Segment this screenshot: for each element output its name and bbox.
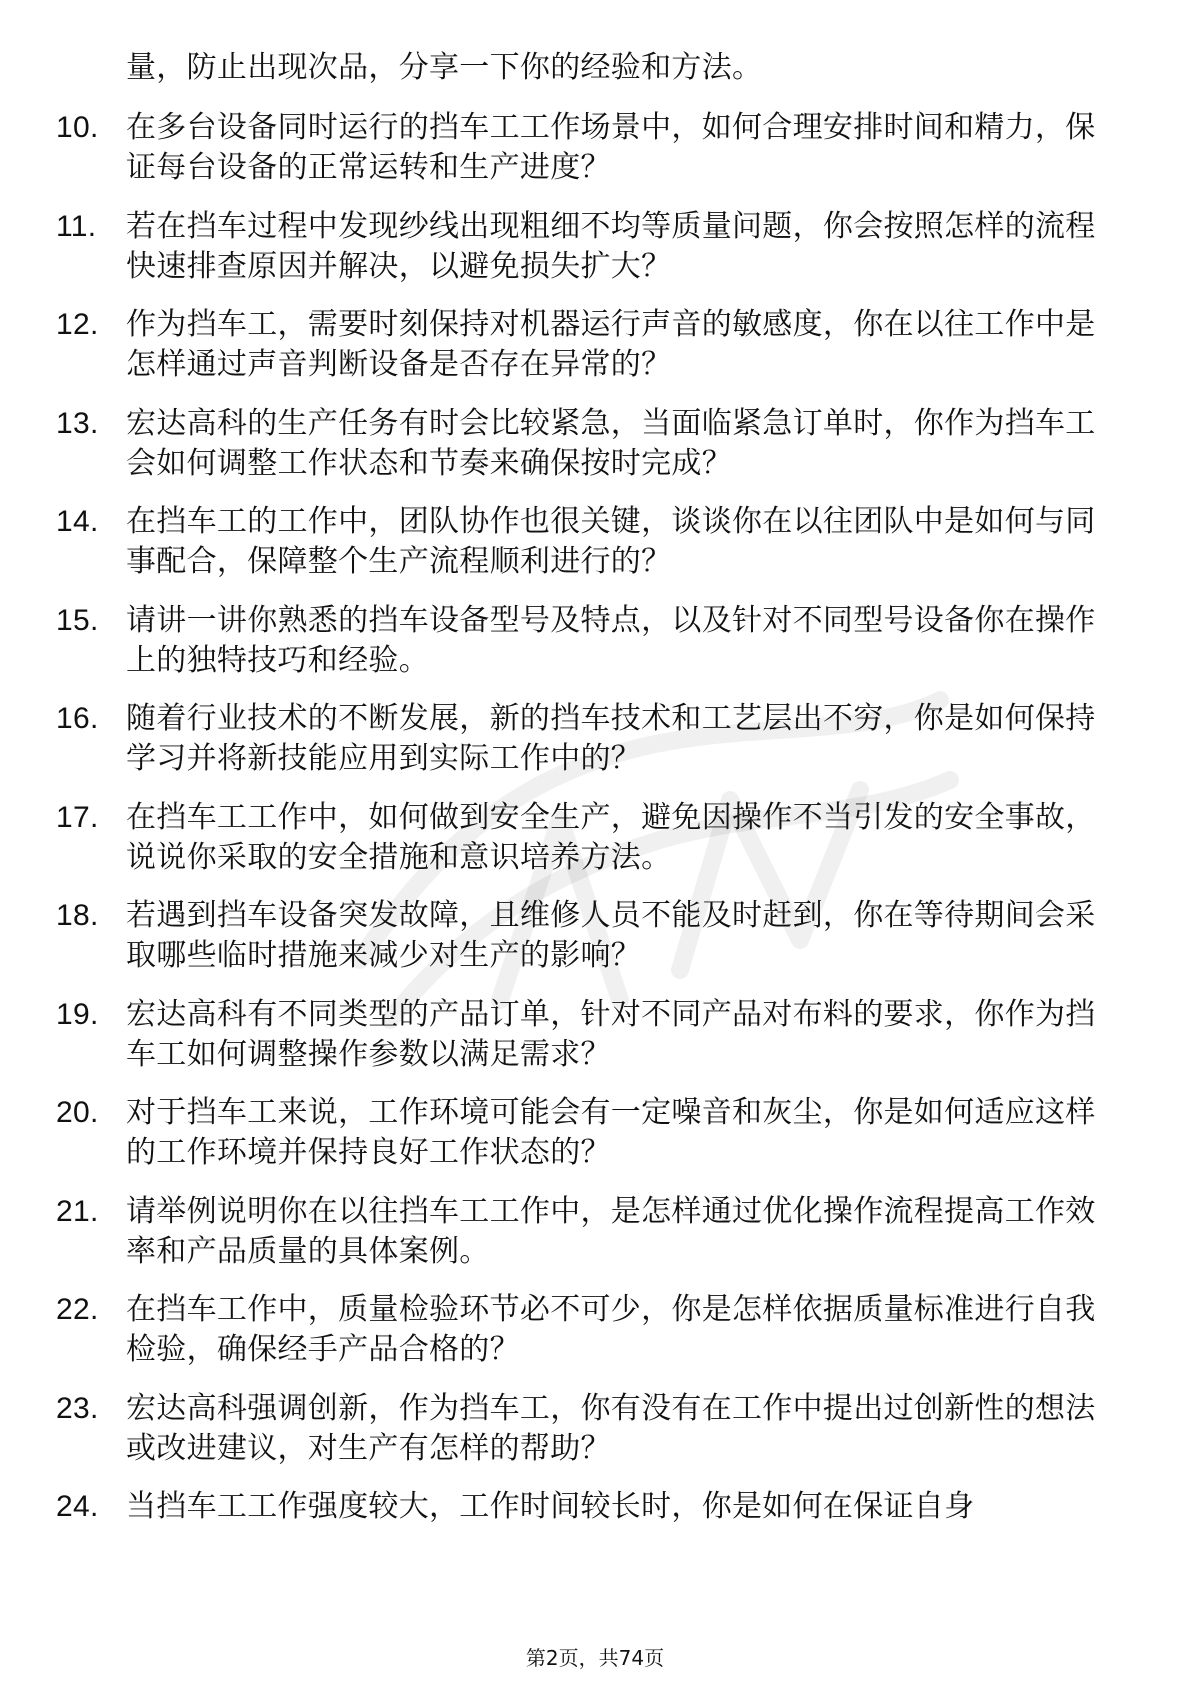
question-text: 在挡车工工作中，如何做到安全生产，避免因操作不当引发的安全事故，说说你采取的安全措施和意识培养方法。 (126, 799, 1096, 875)
question-text: 在挡车工作中，质量检验环节必不可少，你是怎样依据质量标准进行自我检验，确保经手产品合格的？ (126, 1292, 1096, 1367)
question-text: 请讲一讲你熟悉的挡车设备型号及特点，以及针对不同型号设备你在操作上的独特技巧和经验。 (126, 602, 1096, 678)
question-number: 14. (56, 505, 99, 538)
question-number: 22. (56, 1293, 99, 1326)
question-number: 15. (56, 603, 99, 637)
question-item (56, 207, 1116, 287)
question-text: 宏达高科有不同类型的产品订单，针对不同产品对布料的要求，你作为挡车工如何调整操作参数以满足需求？ (126, 996, 1096, 1072)
question-number: 20. (56, 1096, 99, 1129)
question-number: 11. (56, 209, 97, 243)
question-text: 对于挡车工来说，工作环境可能会有一定噪音和灰尘，你是如何适应这样的工作环境并保持良好工作状态的？ (126, 1095, 1096, 1170)
question-text: 随着行业技术的不断发展，新的挡车技术和工艺层出不穷，你是如何保持学习并将新技能应用到实际工作中的？ (126, 701, 1096, 776)
question-item (56, 798, 1116, 878)
question-list (56, 108, 1116, 1527)
question-item (56, 108, 1116, 188)
question-number: 16. (56, 702, 99, 735)
question-text: 当挡车工工作强度较大，工作时间较长时，你是如何在保证自身 (126, 1489, 975, 1524)
question-content (56, 48, 1116, 1546)
question-text: 宏达高科强调创新，作为挡车工，你有没有在工作中提出过创新性的想法或改进建议，对生产有怎样的帮助？ (126, 1390, 1096, 1466)
question-number: 19. (56, 997, 99, 1031)
question-number: 17. (56, 800, 99, 834)
question-item (56, 995, 1116, 1075)
question-item (56, 601, 1116, 681)
question-item (56, 305, 1116, 385)
page-number-footer: 第2页，共74页 (525, 1646, 665, 1670)
question-item (56, 699, 1116, 779)
question-item (56, 404, 1116, 484)
question-number: 23. (56, 1391, 99, 1425)
question-number: 13. (56, 406, 99, 440)
question-text: 作为挡车工，需要时刻保持对机器运行声音的敏感度，你在以往工作中是怎样通过声音判断设备是否存在异常的？ (126, 307, 1096, 382)
question-text: 在挡车工的工作中，团队协作也很关键，谈谈你在以往团队中是如何与同事配合，保障整个生产流程顺利进行的？ (126, 504, 1096, 579)
question-number: 21. (56, 1194, 99, 1228)
question-item (56, 1290, 1116, 1370)
question-item (56, 1093, 1116, 1173)
question-number: 18. (56, 899, 99, 932)
question-text: 请举例说明你在以往挡车工工作中，是怎样通过优化操作流程提高工作效率和产品质量的具体案例。 (126, 1193, 1096, 1269)
question-item (56, 1487, 1116, 1527)
question-number: 10. (56, 111, 99, 144)
question-number: 12. (56, 308, 99, 341)
question-item (56, 1389, 1116, 1469)
question-number: 24. (56, 1490, 99, 1523)
question-item (56, 502, 1116, 582)
question-text: 若在挡车过程中发现纱线出现粗细不均等质量问题，你会按照怎样的流程快速排查原因并解决，以避免损失扩大？ (126, 208, 1096, 284)
question-item (56, 896, 1116, 976)
question-text: 宏达高科的生产任务有时会比较紧急，当面临紧急订单时，你作为挡车工会如何调整工作状态和节奏来确保按时完成？ (126, 405, 1096, 481)
question-text: 若遇到挡车设备突发故障，且维修人员不能及时赶到，你在等待期间会采取哪些临时措施来减少对生产的影响？ (126, 898, 1096, 973)
question-text: 在多台设备同时运行的挡车工工作场景中，如何合理安排时间和精力，保证每台设备的正常运转和生产进度？ (126, 110, 1096, 185)
question-item (56, 1192, 1116, 1272)
continuation-text: 量，防止出现次品，分享一下你的经验和方法。 (126, 50, 763, 85)
